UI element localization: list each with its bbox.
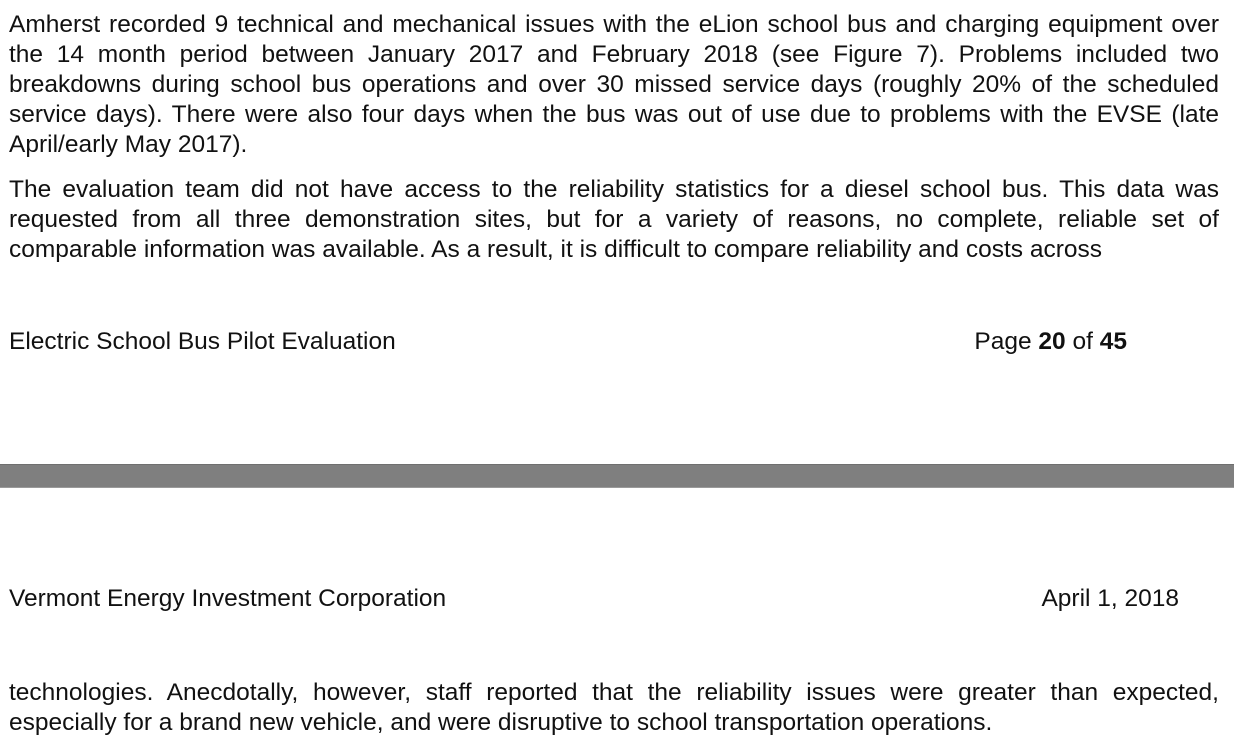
page-separator: [0, 464, 1234, 488]
footer-document-title: Electric School Bus Pilot Evaluation: [9, 328, 396, 355]
page-word: Page: [974, 328, 1032, 355]
header-date: April 1, 2018: [1041, 585, 1179, 612]
total-page-count: 45: [1099, 328, 1127, 355]
body-paragraph-continuation: technologies. Anecdotally, however, staff reported that the reliability issues were greater than expected, especially for a brand new vehicle, and were disruptive to school transportation operations.: [9, 679, 1219, 736]
current-page-number: 20: [1038, 328, 1066, 355]
page-of-word: of: [1072, 328, 1093, 355]
header-organization: Vermont Energy Investment Corporation: [9, 585, 447, 612]
body-paragraph-reliability-issues: Amherst recorded 9 technical and mechanical issues with the eLion school bus and charging equipment over the 14 month period between January 2017 and February 2018 (see Figure 7). Problems included two breakdowns during school bus operations and over 30 missed service days (roughly 20% of the scheduled service days). There were also four days when the bus was out of use due to problems with the EVSE (late April/early May 2017).: [9, 11, 1219, 158]
body-paragraph-evaluation-team: The evaluation team did not have access to the reliability statistics for a diesel school bus. This data was requested from all three demonstration sites, but for a variety of reasons, no complete, reliable set of comparable information was available. As a result, it is difficult to compare reliability and costs across: [9, 176, 1219, 263]
footer-page-number: [974, 327, 1127, 357]
